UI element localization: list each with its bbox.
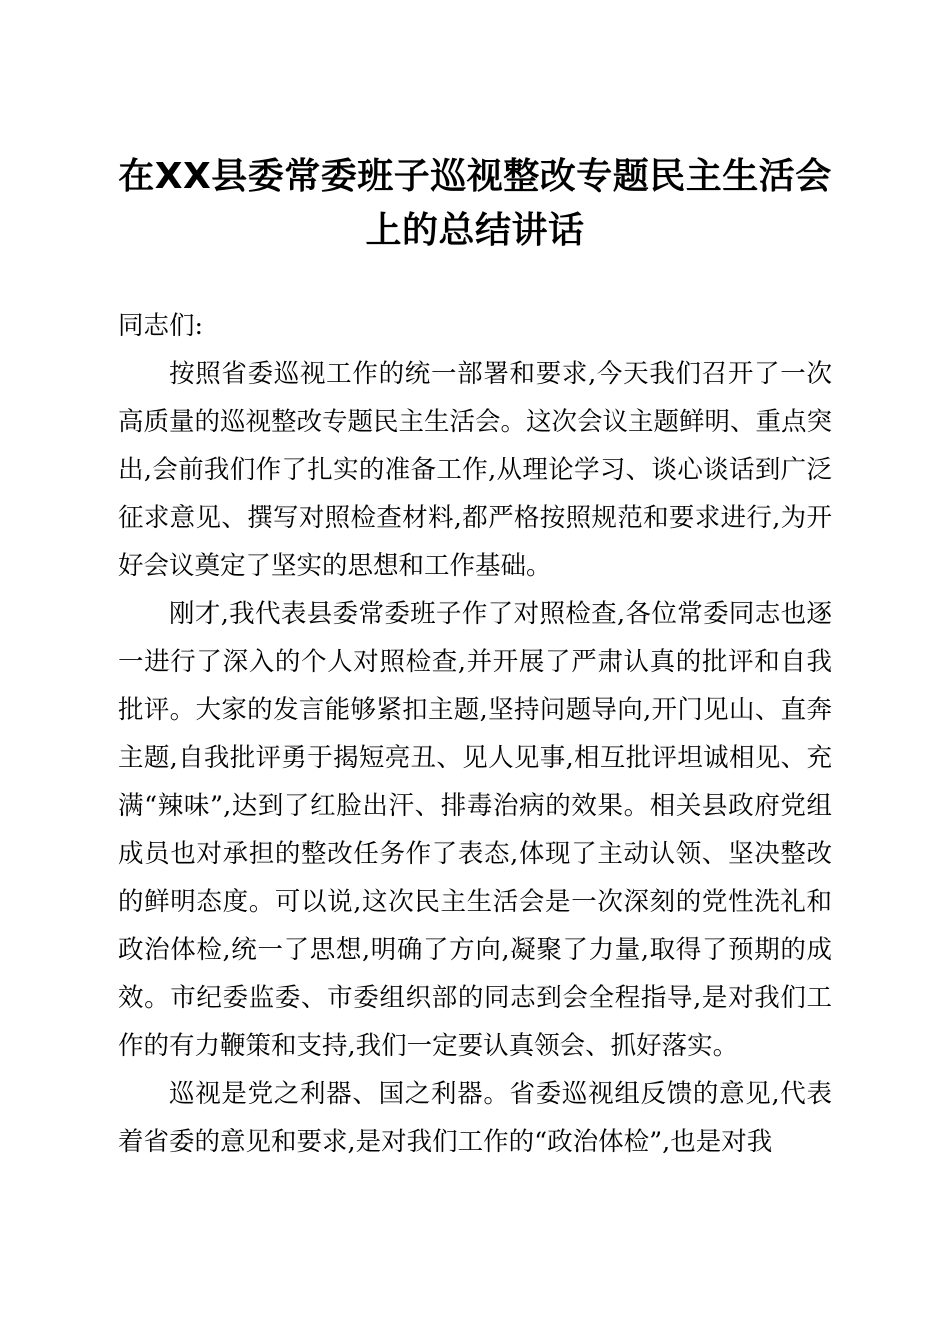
paragraph-3: 巡视是党之利器、国之利器。省委巡视组反馈的意见,代表着省委的意见和要求,是对我们工作的“政治体检”,也是对我	[118, 1079, 832, 1157]
paragraph-1: 按照省委巡视工作的统一部署和要求,今天我们召开了一次高质量的巡视整改专题民主生活会。这次会议主题鲜明、重点突出,会前我们作了扎实的准备工作,从理论学习、谈心谈话到广泛征求意见、撰写对照检查材料,都严格按照规范和要求进行,为开好会议奠定了坚实的思想和工作基础。	[118, 359, 833, 581]
paragraph-2: 刚才,我代表县委常委班子作了对照检查,各位常委同志也逐一进行了深入的个人对照检查,并开展了严肃认真的批评和自我批评。大家的发言能够紧扣主题,坚持问题导向,开门见山、直奔主题,自我批评勇于揭短亮丑、见人见事,相互批评坦诚相见、充满“辣味”,达到了红脸出汗、排毒治病的效果。相关县政府党组成员也对承担的整改任务作了表态,体现了主动认领、坚决整改的鲜明态度。可以说,这次民主生活会是一次深刻的党性洗礼和政治体检,统一了思想,明确了方向,凝聚了力量,取得了预期的成效。市纪委监委、市委组织部的同志到会全程指导,是对我们工作的有力鞭策和支持,我们一定要认真领会、抓好落实。	[118, 599, 832, 1061]
salutation: 同志们:	[118, 311, 204, 341]
document-body	[118, 302, 832, 1166]
page-title: 在XX县委常委班子巡视整改专题民主生活会上的总结讲话	[118, 156, 832, 251]
